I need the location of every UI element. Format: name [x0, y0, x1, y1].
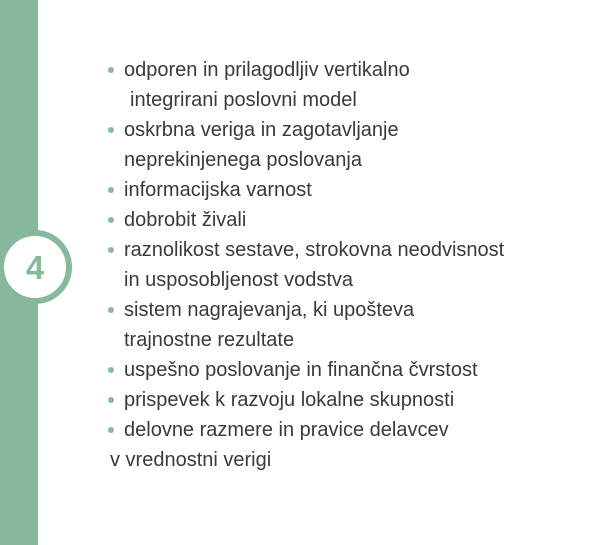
- list-item: [106, 115, 586, 175]
- section-number: 4: [25, 248, 45, 286]
- list-item-line: sistem nagrajevanja, ki upošteva: [124, 299, 415, 321]
- bullet-dot-icon: [108, 427, 114, 433]
- list-item-line: prispevek k razvoju lokalne skupnosti: [124, 389, 455, 411]
- list-item-line: neprekinjenega poslovanja: [124, 149, 362, 171]
- list-item-line: dobrobit živali: [124, 209, 247, 231]
- bullet-dot-icon: [108, 187, 114, 193]
- list-item-line: odporen in prilagodljiv vertikalno: [124, 59, 410, 81]
- list-item-line: v vrednostni verigi: [110, 449, 272, 471]
- list-item: [106, 415, 586, 475]
- list-item-line: raznolikost sestave, strokovna neodvisnost: [124, 239, 505, 261]
- list-item-line: integrirani poslovni model: [130, 89, 357, 111]
- list-item: [106, 385, 586, 415]
- bullet-dot-icon: [108, 217, 114, 223]
- list-item: [106, 235, 586, 295]
- bullet-dot-icon: [108, 127, 114, 133]
- list-item-line: delovne razmere in pravice delavcev: [124, 419, 449, 441]
- section-number-badge: [0, 230, 72, 304]
- bullet-dot-icon: [108, 67, 114, 73]
- bullet-list: [106, 55, 586, 475]
- bullet-dot-icon: [108, 397, 114, 403]
- list-item: [106, 175, 586, 205]
- bullet-dot-icon: [108, 367, 114, 373]
- list-item-line: in usposobljenost vodstva: [124, 269, 354, 291]
- list-item-line: informacijska varnost: [124, 179, 312, 201]
- bullet-dot-icon: [108, 307, 114, 313]
- list-item-line: oskrbna veriga in zagotavljanje: [124, 119, 399, 141]
- list-item: [106, 55, 586, 115]
- list-item: [106, 205, 586, 235]
- list-item-line: uspešno poslovanje in finančna čvrstost: [124, 359, 478, 381]
- list-item: [106, 355, 586, 385]
- bullet-dot-icon: [108, 247, 114, 253]
- list-item-line: trajnostne rezultate: [124, 329, 295, 351]
- list-item: [106, 295, 586, 355]
